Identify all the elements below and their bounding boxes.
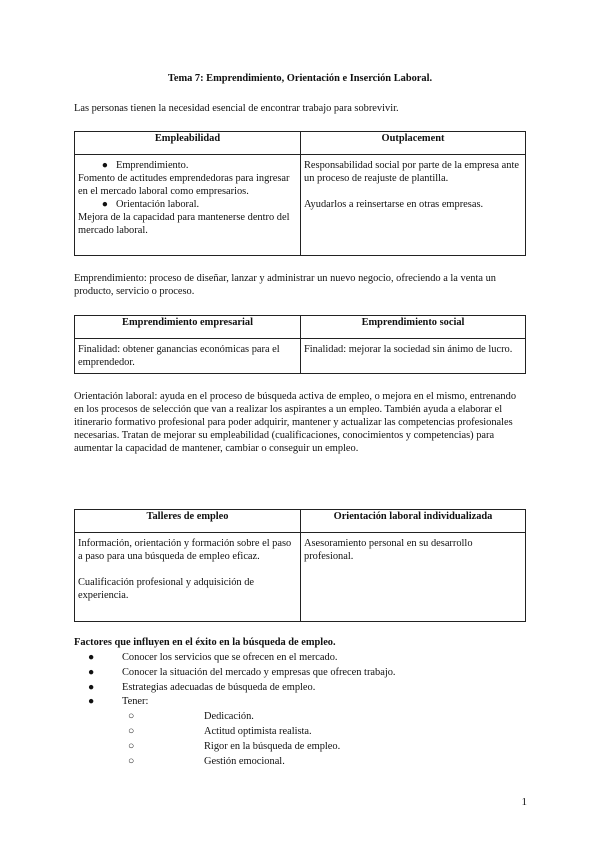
cell-text: Responsabilidad social por parte de la empresa ante un proceso de reajuste de plantilla.: [304, 160, 519, 184]
bullet-icon: ●: [101, 199, 108, 210]
cell-text: Información, orientación y formación sobre el paso a paso para una búsqueda de empleo eficaz.: [78, 538, 292, 562]
table-cell: [75, 155, 301, 256]
circle-bullet-icon: ○: [128, 740, 135, 752]
cell-text: Mejora de la capacidad para mantenerse dentro del mercado laboral.: [78, 212, 290, 236]
table-empleabilidad-outplacement: [74, 131, 526, 256]
list-item: [74, 755, 526, 770]
table-header: Outplacement: [301, 132, 526, 155]
cell-text: Cualificación profesional y adquisición de experiencia.: [78, 577, 255, 601]
cell-text: Asesoramiento personal en su desarrollo profesional.: [304, 538, 473, 562]
table-header: Emprendimiento social: [301, 316, 526, 339]
list-item-text: Estrategias adecuadas de búsqueda de empleo.: [122, 681, 316, 693]
list-item: [78, 198, 296, 211]
page-title: Tema 7: Emprendimiento, Orientación e Inserción Laboral.: [167, 73, 433, 84]
list-item: [74, 710, 526, 725]
cell-text: Fomento de actitudes emprendedoras para ingresar en el mercado laboral como empresarios.: [78, 173, 290, 197]
table-header: Emprendimiento empresarial: [75, 316, 301, 339]
cell-text: Ayudarlos a reinsertarse en otras empresas.: [304, 199, 484, 210]
table-cell: Finalidad: mejorar la sociedad sin ánimo de lucro.: [301, 339, 526, 374]
circle-bullet-icon: ○: [128, 725, 135, 737]
emprendimiento-definition: Emprendimiento: proceso de diseñar, lanzar y administrar un nuevo negocio, ofreciendo a la venta un producto, servicio o proceso.: [74, 273, 496, 297]
bullet-icon: ●: [101, 160, 108, 171]
list-item-text: Conocer los servicios que se ofrecen en el mercado.: [122, 652, 338, 663]
list-item-text: Emprendimiento.: [116, 160, 189, 171]
table-header: Empleabilidad: [75, 132, 301, 155]
list-item-text: Dedicación.: [204, 711, 254, 723]
list-item: [74, 725, 526, 740]
list-item-text: Orientación laboral.: [116, 199, 200, 210]
list-item: [74, 651, 526, 666]
factores-list: [74, 651, 526, 769]
table-emprendimiento: [74, 315, 526, 374]
table-cell: [301, 533, 526, 622]
list-item-text: Conocer la situación del mercado y empresas que ofrecen trabajo.: [122, 666, 396, 678]
list-item-text: Gestión emocional.: [204, 755, 285, 767]
list-item-text: Actitud optimista realista.: [204, 725, 312, 737]
table-header: Talleres de empleo: [75, 510, 301, 533]
list-item-text: Rigor en la búsqueda de empleo.: [204, 740, 341, 752]
page-number: 1: [521, 796, 527, 808]
list-item: [74, 740, 526, 755]
list-item: [74, 666, 526, 681]
table-cell: [75, 533, 301, 622]
bullet-icon: ●: [88, 696, 95, 708]
orientacion-definition: Orientación laboral: ayuda en el proceso de búsqueda activa de empleo, o mejora en el mismo, entrenando en los procesos de selección que van a realizar los aspirantes a un empleo. También ayuda a elaborar el itinerario formativo profesional para poder adquirir, mantener y actualizar las competencias profesionales necesarias. Tratan de mejorar su empleabilidad (cualificaciones, conocimientos y competencias) para aumentar la capacidad de mantener, cambiar o conseguir un empleo.: [74, 391, 517, 454]
list-item: [78, 159, 296, 172]
bullet-icon: ●: [88, 666, 95, 678]
list-item-text: Tener:: [122, 696, 149, 708]
bullet-icon: ●: [88, 652, 95, 663]
circle-bullet-icon: ○: [128, 711, 135, 723]
factores-heading: Factores que influyen en el éxito en la búsqueda de empleo.: [74, 637, 336, 648]
circle-bullet-icon: ○: [128, 755, 135, 767]
table-header: Orientación laboral individualizada: [301, 510, 526, 533]
list-item: [74, 695, 526, 710]
bullet-icon: ●: [88, 681, 95, 693]
table-talleres-orientacion: [74, 509, 526, 622]
list-item: [74, 681, 526, 696]
table-cell: [301, 155, 526, 256]
intro-paragraph: Las personas tienen la necesidad esencial de encontrar trabajo para sobrevivir.: [74, 103, 399, 114]
table-cell: Finalidad: obtener ganancias económicas para el emprendedor.: [75, 339, 301, 374]
